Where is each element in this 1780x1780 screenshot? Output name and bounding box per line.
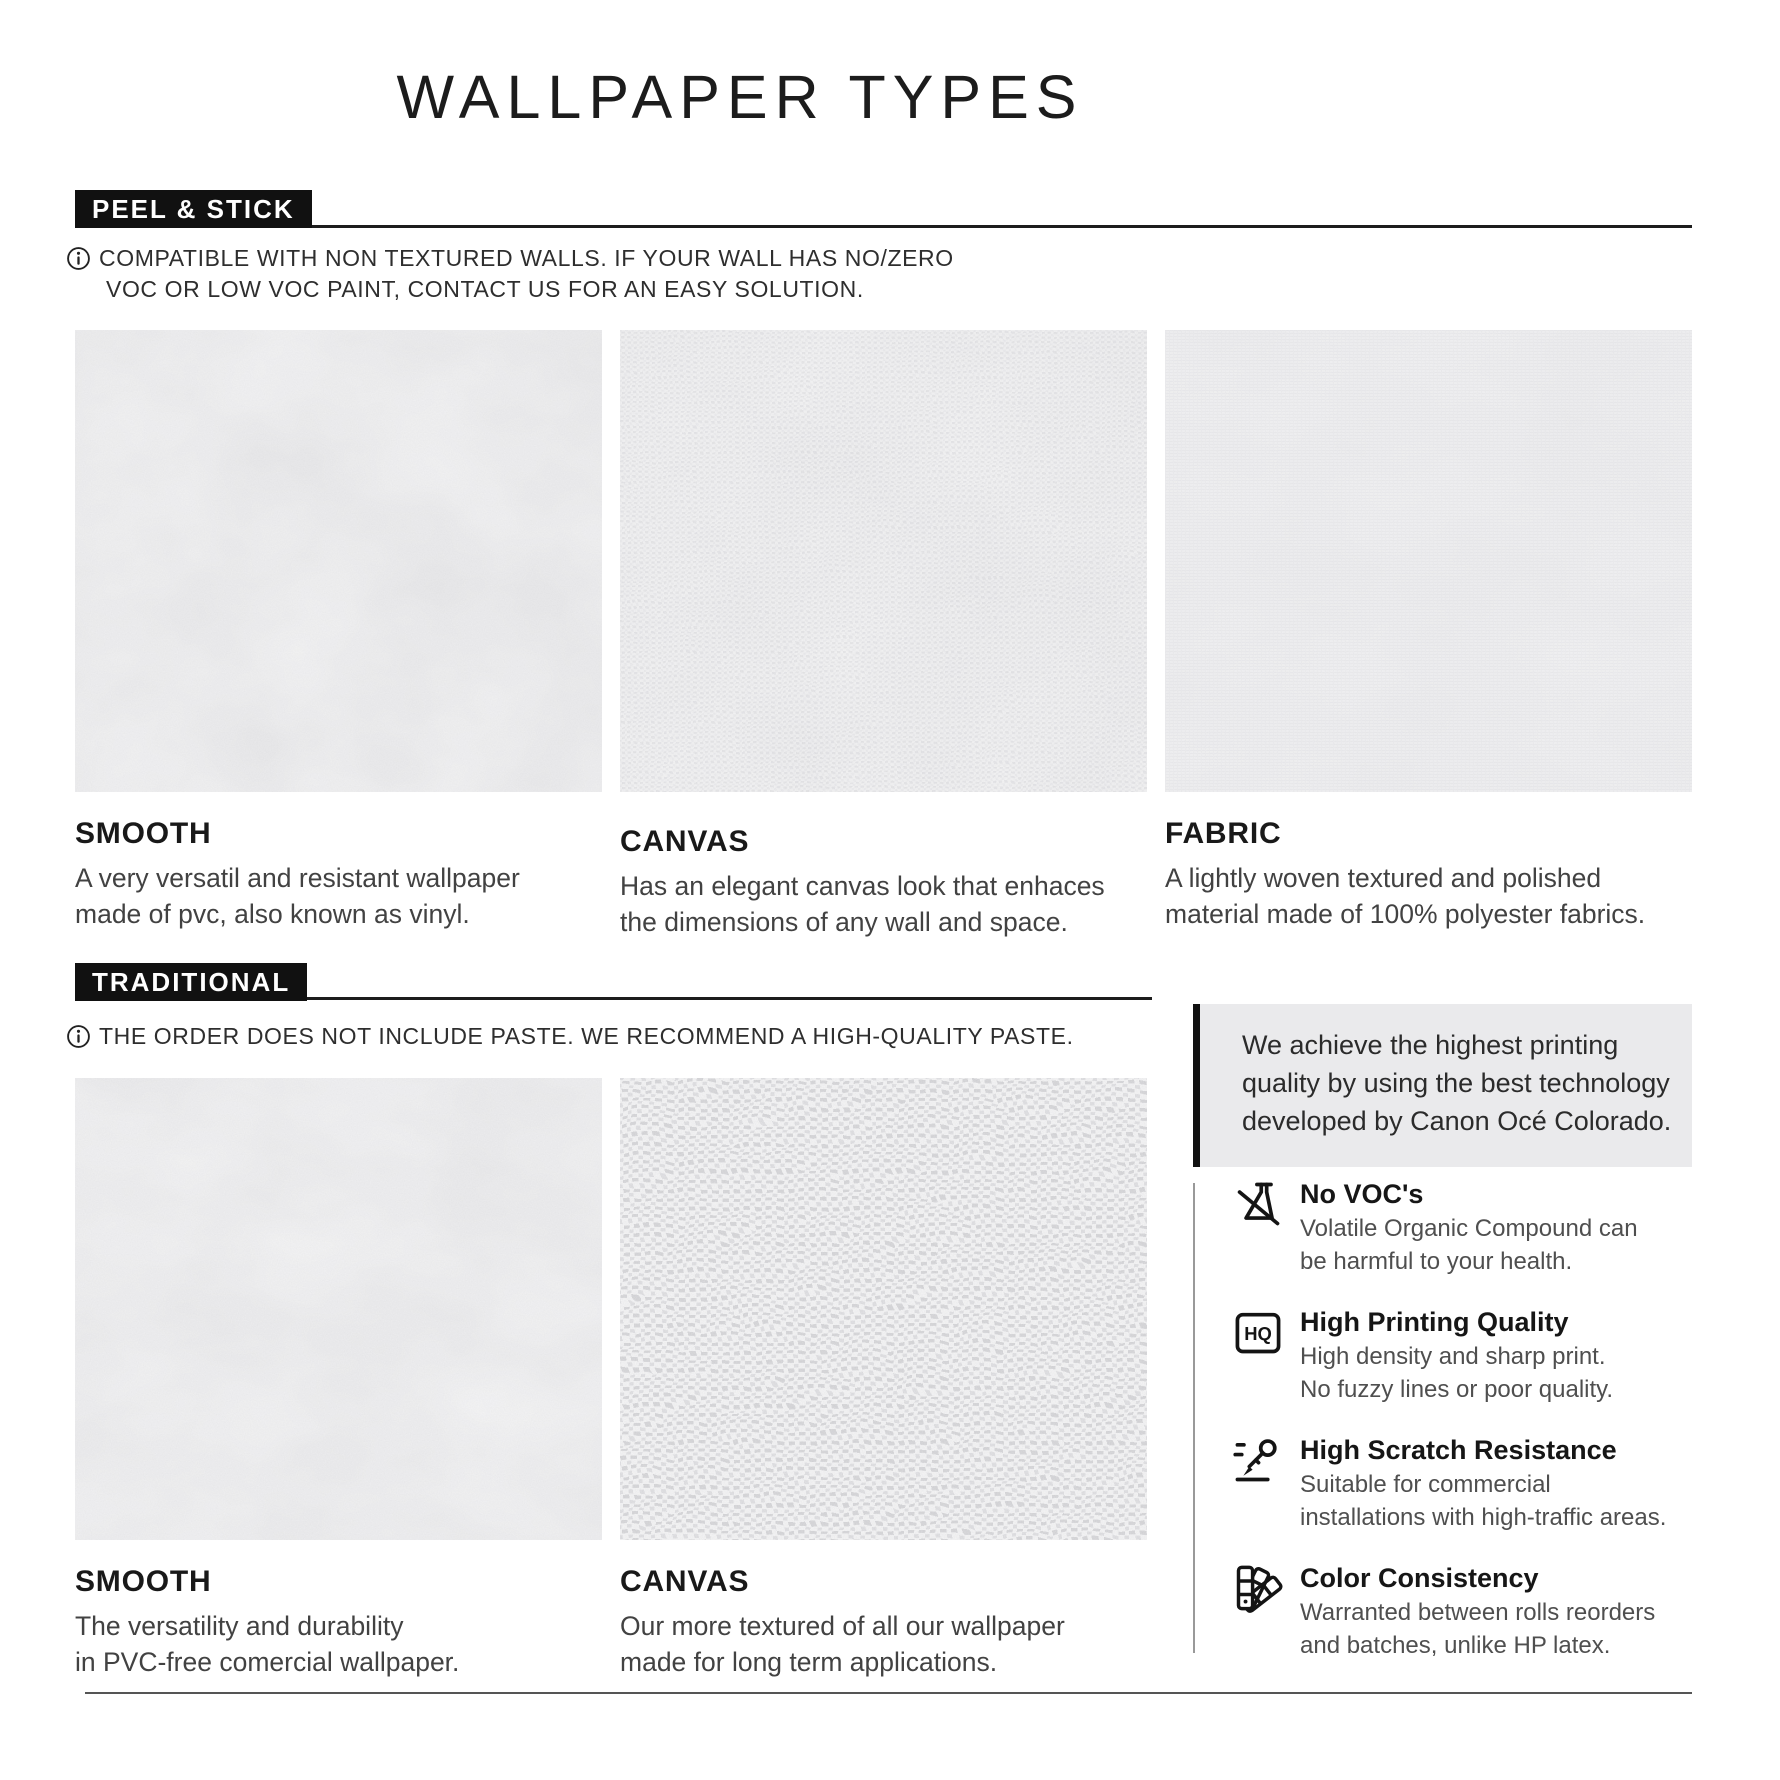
swatch-name: SMOOTH — [75, 1565, 212, 1598]
swatch-description: Has an elegant canvas look that enhaces — [620, 871, 1105, 901]
color-swatches-icon — [1232, 1562, 1284, 1619]
swatch-description: the dimensions of any wall and space. — [620, 907, 1068, 937]
quality-box-accent-bar — [1193, 1004, 1200, 1167]
features-divider-line — [1193, 1183, 1195, 1653]
svg-text:HQ: HQ — [1244, 1323, 1272, 1345]
info-icon — [66, 1024, 91, 1054]
swatch-description: material made of 100% polyester fabrics. — [1165, 899, 1646, 929]
traditional-swatch-row — [75, 1078, 1147, 1680]
feature-description: Suitable for commercial — [1300, 1471, 1551, 1498]
features-list — [1232, 1178, 1702, 1662]
feature-description: Volatile Organic Compound can — [1300, 1215, 1638, 1242]
traditional-note — [66, 1021, 1074, 1054]
swatch-description: in PVC-free comercial wallpaper. — [75, 1647, 460, 1677]
feature-title: High Printing Quality — [1300, 1307, 1569, 1337]
feature-description: Warranted between rolls reorders — [1300, 1599, 1656, 1626]
peel-stick-section-badge: PEEL & STICK — [75, 190, 312, 228]
swatch-name: SMOOTH — [75, 817, 212, 850]
canvas-texture-image — [620, 330, 1147, 792]
feature-color-consistency — [1232, 1562, 1702, 1662]
swatch-column-smooth — [75, 330, 602, 940]
swatch-column-smooth — [75, 1078, 602, 1680]
feature-title: Color Consistency — [1300, 1563, 1539, 1593]
note-line: VOC OR LOW VOC PAINT, CONTACT US FOR AN EASY SOLUTION. — [106, 276, 864, 302]
swatch-name: CANVAS — [620, 1565, 750, 1598]
swatch-description: Our more textured of all our wallpaper — [620, 1611, 1065, 1641]
swatch-description: A lightly woven textured and polished — [1165, 863, 1602, 893]
note-line: COMPATIBLE WITH NON TEXTURED WALLS. IF YOUR WALL HAS NO/ZERO — [99, 245, 954, 271]
swatch-description: made for long term applications. — [620, 1647, 998, 1677]
feature-description: No fuzzy lines or poor quality. — [1300, 1376, 1614, 1403]
swatch-description: A very versatil and resistant wallpaper — [75, 863, 520, 893]
swatch-name: FABRIC — [1165, 817, 1282, 850]
hq-icon — [1232, 1306, 1284, 1363]
swatch-description: made of pvc, also known as vinyl. — [75, 899, 470, 929]
swatch-column-canvas — [620, 330, 1147, 940]
info-icon — [66, 246, 91, 276]
feature-description: High density and sharp print. — [1300, 1343, 1606, 1370]
feature-high-printing-quality — [1232, 1306, 1702, 1406]
canvas-texture-image — [620, 1078, 1147, 1540]
feature-no-voc — [1232, 1178, 1702, 1278]
swatch-description: The versatility and durability — [75, 1611, 404, 1641]
feature-description: installations with high-traffic areas. — [1300, 1504, 1667, 1531]
traditional-section-badge: TRADITIONAL — [75, 963, 307, 1001]
page-title: WALLPAPER TYPES — [396, 63, 1084, 131]
swatch-column-fabric — [1165, 330, 1692, 940]
scratch-icon — [1232, 1434, 1284, 1491]
no-voc-icon — [1232, 1178, 1284, 1235]
quality-note-line: developed by Canon Océ Colorado. — [1242, 1106, 1672, 1136]
quality-note-line: We achieve the highest printing — [1242, 1030, 1619, 1060]
quality-note-line: quality by using the best technology — [1242, 1068, 1670, 1098]
quality-note-box — [1200, 1004, 1692, 1167]
feature-description: and batches, unlike HP latex. — [1300, 1632, 1611, 1659]
peel-stick-divider-line — [75, 225, 1692, 228]
smooth-texture-image — [75, 330, 602, 792]
note-line: THE ORDER DOES NOT INCLUDE PASTE. WE RECOMMEND A HIGH-QUALITY PASTE. — [99, 1023, 1074, 1049]
peel-stick-note — [66, 243, 954, 305]
feature-high-scratch-resistance — [1232, 1434, 1702, 1534]
feature-title: High Scratch Resistance — [1300, 1435, 1617, 1465]
feature-description: be harmful to your health. — [1300, 1248, 1573, 1275]
bottom-divider-line — [85, 1692, 1692, 1694]
peel-stick-swatch-row — [75, 330, 1692, 940]
fabric-texture-image — [1165, 330, 1692, 792]
feature-title: No VOC's — [1300, 1179, 1424, 1209]
swatch-column-canvas — [620, 1078, 1147, 1680]
smooth-texture-image — [75, 1078, 602, 1540]
swatch-name: CANVAS — [620, 825, 750, 858]
